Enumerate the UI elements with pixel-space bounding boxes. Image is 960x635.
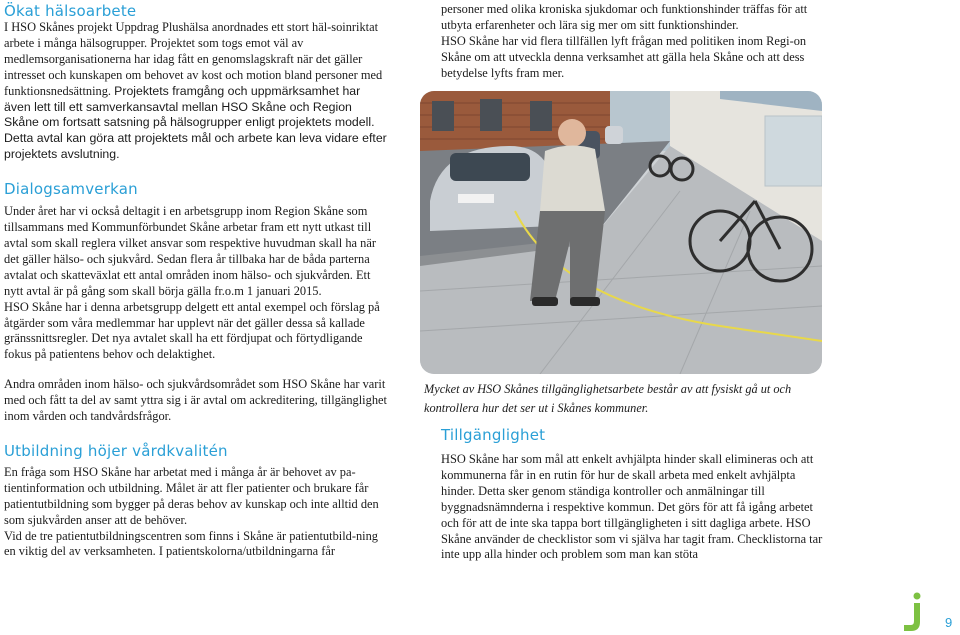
photo-caption: Mycket av HSO Skånes tillgänglighetsarbete består av att fysiskt gå ut och kontrollera hur det ser ut i Skånes kommuner. bbox=[424, 382, 792, 415]
heading-okat-halsoarbete: Ökat hälsoarbete bbox=[4, 2, 137, 20]
street-photo-illustration bbox=[420, 91, 822, 374]
heading-utbildning: Utbildning höjer vårdkvalitén bbox=[4, 441, 228, 460]
paragraph-dialogsamverkan-3: Andra områden inom hälso- och sjukvårdsområdet som HSO Skåne har varit med och fått ta del av samt yttra sig i är avtal om ackreditering, tillgänglighet inom vården och tandvårdsfrågor. bbox=[4, 377, 387, 424]
paragraph-dialogsamverkan-2: HSO Skåne har i denna arbetsgrupp delgett ett antal exempel och förslag på åtgärder som våra medlemmar har upplevt när det gäller dessa så kallade gränssnittsregler. Det nya avtalet skall ha ett fördjupat och förtydligande fokus på patientens behov och delaktighet. bbox=[4, 299, 380, 362]
paragraph-right-1: personer med olika kroniska sjukdomar och funktionshinder träffas för att utbyta erfarenheter och lära sig mer om sitt funktionshinder. bbox=[441, 2, 808, 32]
paragraph-dialogsamverkan-1: Under året har vi också deltagit i en arbetsgrupp inom Region Skåne som tillsammans med Kommunförbundet Skåne arbetar fram ett nytt utkast till avtal som skall reglera vilket ansvar som respektive huvudman skall ha när det gäller hälso- och sjukvård. Sedan flera år tillbaka har de båda parterna avtalat och skatteväxlat ett antal områden inom hälso- och sjukvården. Ett nytt avtal är på gång som skall börja gälla fr.o.m 1 januari 2015. bbox=[4, 204, 376, 298]
paragraph-utbildning-2: Vid de tre patientutbildningscentren som finns i Skåne är patientutbild-ning en viktig del av verksamheten. I patientskolorna/utbildningarna får bbox=[4, 528, 378, 559]
heading-tillganglighet: Tillgänglighet bbox=[441, 426, 546, 444]
paragraph-tillganglighet: HSO Skåne har som mål att enkelt avhjälpta hinder skall elimineras och att kommunerna får in en rutin för hur de skall arbeta med enkelt avhjälpta hinder. Detta sker genom ständiga kontroller och anmälningar till byggnadsnämnderna i respektive kommun. Det görs för att få igång arbetet och för att de inte ska tappa bort tillgängligheten i sitt dagliga arbete. HSO Skåne använder de checklistor som vi själva har tagit fram. Checklistorna tar inte upp alla hinder och problem som man kan stöta bbox=[441, 452, 823, 562]
page-number: 9 bbox=[945, 615, 953, 630]
street-photo bbox=[420, 91, 822, 374]
left-column bbox=[4, 2, 388, 560]
paragraph-halsoarbete-part1: I HSO Skånes projekt Uppdrag Plushälsa anordnades ett stort häl-soinriktat arbete i många hälsogrupper. Projektet som togs emot väl av medlemsorganisationerna har idag fått en genomslagskraft när det gäller intresset och kunskapen om behovet av kost och motion bland personer med funktionsnedsättning. bbox=[4, 20, 383, 98]
paragraph-halsoarbete bbox=[4, 20, 388, 163]
logo-icon bbox=[902, 592, 924, 632]
paragraph-halsoarbete-part2: Projektets framgång och uppmärksamhet har även lett till ett samverkansavtal mellan HSO Skåne och Region Skåne om fortsatt satsning på hälsogrupper enligt projektets modell. Detta avtal kan göra att projektets mål och arbete kan leva vidare efter projektets avslutning. bbox=[4, 83, 387, 162]
paragraph-utbildning-1: En fråga som HSO Skåne har arbetat med i många år är behovet av pa-tientinformation och utbildning. Målet är att fler patienter och brukare får patientutbildning som bygger på deras behov av kunskap och inte alltid den som sjukvården anser att de behöver. bbox=[4, 464, 379, 527]
paragraph-right-2: HSO Skåne har vid flera tillfällen lyft frågan med politiken inom Regi-on Skåne om att utveckla denna verksamhet att gälla hela Skåne och att dess betydelse lyfts fram mer. bbox=[441, 33, 807, 80]
right-column-bottom bbox=[441, 426, 825, 563]
right-column-top bbox=[441, 2, 825, 82]
heading-dialogsamverkan: Dialogsamverkan bbox=[4, 180, 138, 199]
